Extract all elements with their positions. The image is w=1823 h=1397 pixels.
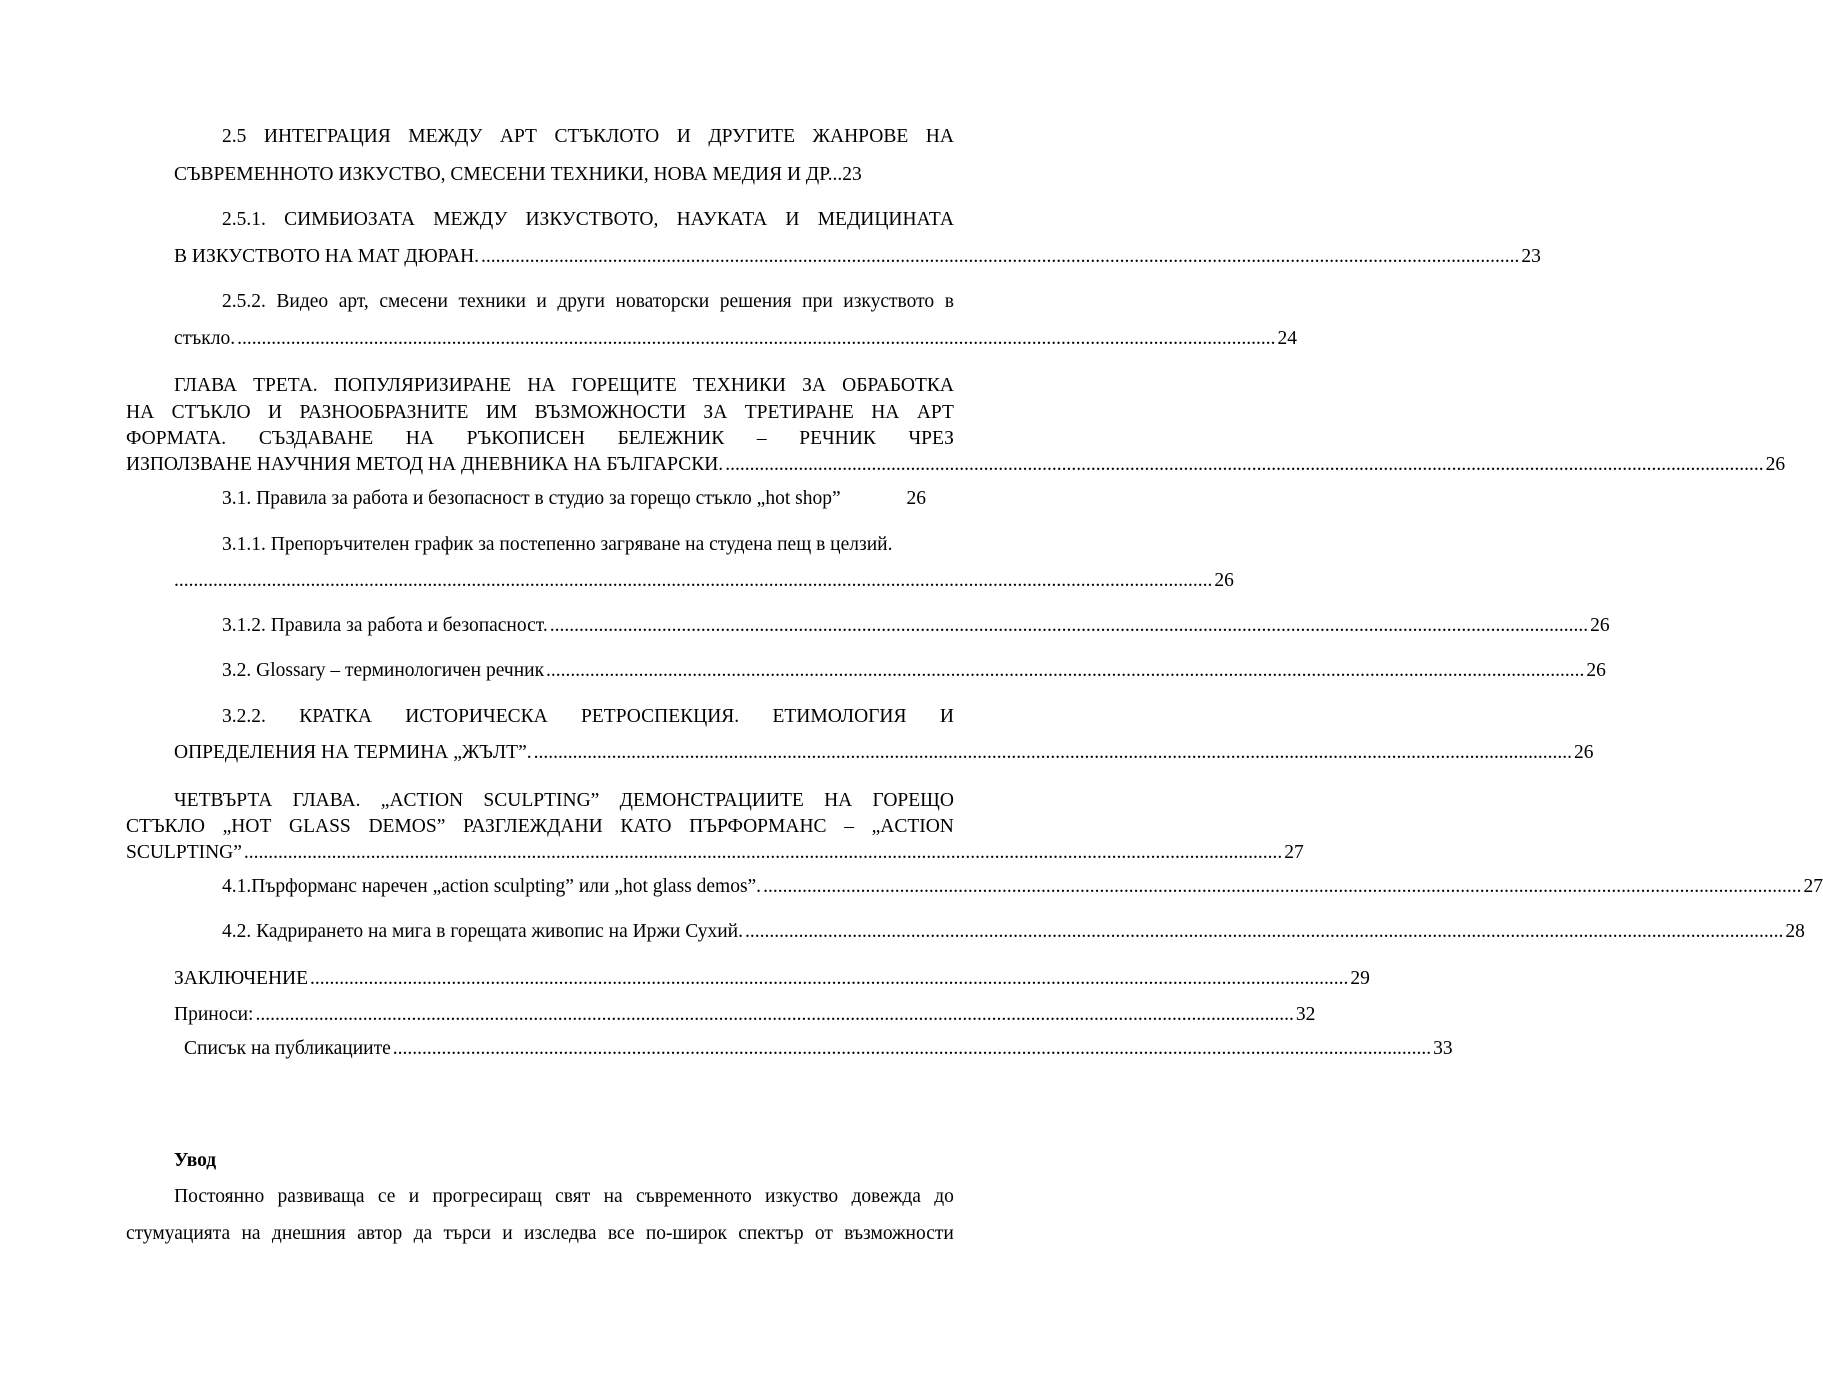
word: РАЗНООБРАЗНИТЕ [299,402,469,423]
word: съвременното [635,1186,752,1207]
word: други [557,291,605,312]
word: при [802,291,833,312]
word: БЕЛЕЖНИК [617,428,725,449]
dot-leader: ..................................................................................................................................................................................................................... [549,615,1589,636]
word: ДРУГИТЕ [708,126,795,147]
word: ГОРЕЩО [872,790,954,811]
word: ЖАНРОВЕ [812,126,909,147]
toc-entry-4-1[interactable] [222,875,1823,899]
word: техники [458,291,526,312]
toc-chapter-3-line4[interactable] [126,453,1786,477]
word: 2.5.2. [222,291,266,312]
word: КРАТКА [299,706,372,727]
toc-entry-text: 3.1. Правила за работа и безопасност в студио за горещо стъкло „hot shop” [222,488,841,509]
word: АРТ [499,126,537,147]
word: спектър [738,1223,804,1244]
dot-leader: ..................................................................................................................................................................................................................... [481,246,1520,267]
word: по-широк [645,1223,727,1244]
word: възможности [844,1223,954,1244]
toc-chapter-3-line1[interactable] [174,374,954,398]
word: GLASS [289,816,351,837]
word: ГЛАВА. [292,790,361,811]
toc-entry-text: ОПРЕДЕЛЕНИЯ НА ТЕРМИНА „ЖЪЛТ”. [174,742,532,763]
word: Видео [276,291,329,312]
toc-entry-4-2[interactable] [222,920,1805,944]
word: ТРЕТА. [253,375,318,396]
word: ПЪРФОРМАНС [689,816,827,837]
toc-entry-3-2-2-line1[interactable] [222,705,954,729]
word: на [603,1186,623,1207]
word: до [934,1186,954,1207]
toc-entry-text: 4.1.Пърформанс наречен „action sculpting” или „hot glass demos”. [222,876,762,897]
word: стумуацията [126,1223,231,1244]
word: и [502,1223,513,1244]
intro-paragraph-line1 [174,1185,954,1209]
word: Постоянно [174,1186,265,1207]
toc-entry-2-5-2-line2[interactable] [174,327,1297,351]
word: ЗА [703,402,728,423]
word: – [756,428,767,449]
word: ИМ [485,402,518,423]
word: МЕДИЦИНАТА [817,209,954,230]
word: И [785,209,800,230]
toc-entry-text: ИЗПОЛЗВАНЕ НАУЧНИЯ МЕТОД НА ДНЕВНИКА НА БЪЛГАРСКИ. [126,454,724,475]
word: се [377,1186,396,1207]
word: И [268,402,283,423]
dot-leader: ..................................................................................................................................................................................................................... [310,968,1349,989]
word: все [607,1223,635,1244]
word: довежда [851,1186,921,1207]
word: ИСТОРИЧЕСКА [405,706,548,727]
word: търси [443,1223,491,1244]
word: ГЛАВА [174,375,237,396]
toc-page-number: 26 [1214,570,1234,591]
toc-entry-2-5-1-line2[interactable] [174,245,1541,269]
word: СИМБИОЗАТА [284,209,416,230]
toc-page-number: 23 [1521,246,1541,267]
intro-paragraph-line2 [126,1222,954,1246]
word: ИНТЕГРАЦИЯ [263,126,391,147]
toc-entry-2-5-line2[interactable]: СЪВРЕМЕННОТО ИЗКУСТВО, СМЕСЕНИ ТЕХНИКИ, НОВА МЕДИЯ И ДР...23 [174,164,862,185]
word: НА [871,402,900,423]
toc-page-number: 26 [1765,454,1786,475]
toc-entry-conclusion[interactable] [174,967,1370,991]
toc-entry-text: стъкло. [174,328,236,349]
toc-chapter-3-line2[interactable] [126,401,954,425]
word: ФОРМАТА. [126,428,227,449]
dot-leader: ..................................................................................................................................................................................................................... [744,921,1784,942]
word: ЕТИМОЛОГИЯ [772,706,907,727]
toc-chapter-4-line1[interactable] [174,789,954,813]
word: от [814,1223,833,1244]
word: НА [925,126,954,147]
word: прогресиращ [432,1186,542,1207]
word: изкуството [843,291,935,312]
word: РЕЧНИК [799,428,876,449]
word: НА [405,428,434,449]
toc-entry-text: 4.2. Кадрирането на мига в горещата живопис на Иржи Сухий. [222,921,743,942]
dot-leader: ..................................................................................................................................................................................................................... [237,328,1276,349]
toc-page-number: 27 [1803,876,1823,897]
dot-leader: ..................................................................................................................................................................................................................... [763,876,1802,897]
toc-entry-publications[interactable] [184,1037,1453,1061]
toc-page-number: 26 [906,488,926,509]
word: НА [824,790,853,811]
word: в [944,291,954,312]
toc-chapter-3-line3[interactable] [126,427,954,451]
toc-entry-3-1-1-line1[interactable]: 3.1.1. Препоръчителен график за постепенно загряване на студена пещ в целзий. [222,534,893,555]
word: И [676,126,691,147]
word: И [939,706,954,727]
word: ГОРЕЩИТЕ [571,375,677,396]
toc-entry-3-2-2-line2[interactable] [174,741,1594,765]
word: и [408,1186,420,1207]
dot-leader: ..................................................................................................................................................................................................................... [392,1038,1432,1059]
word: решения [719,291,792,312]
word: „ACTION [380,790,464,811]
toc-entry-3-1-1-line2[interactable] [174,569,1234,593]
word: РЪКОПИСЕН [466,428,585,449]
toc-entry-3-1[interactable] [222,487,926,511]
toc-entry-text: Списък на публикациите [184,1038,391,1059]
toc-page-number: 29 [1350,968,1370,989]
word: да [413,1223,433,1244]
word: ДЕМОНСТРАЦИИТЕ [619,790,804,811]
toc-entry-2-5-line1[interactable] [222,125,954,149]
toc-entry-contributions[interactable] [174,1003,1316,1027]
word: МЕЖДУ [433,209,508,230]
dot-leader: ..................................................................................................................................................................................................................... [546,660,1585,681]
word: СТЪКЛО [171,402,251,423]
toc-entry-text: 3.2. Glossary – терминологичен речник [222,660,545,681]
word: 2.5 [222,126,247,147]
word: изследва [524,1223,597,1244]
toc-entry-text: SCULPTING” [126,842,242,863]
word: ТЕХНИКИ [692,375,787,396]
word: и [536,291,547,312]
toc-page-number: 26 [1573,742,1594,763]
toc-page-number: 26 [1586,660,1606,681]
word: SCULPTING” [483,790,600,811]
word: ВЪЗМОЖНОСТИ [534,402,686,423]
word: СТЪКЛОТО [554,126,660,147]
word: СЪЗДАВАНЕ [258,428,374,449]
word: 2.5.1. [222,209,266,230]
word: НАУКАТА [676,209,768,230]
toc-entry-2-5-1-line1[interactable] [222,208,954,232]
dot-leader: ..................................................................................................................................................................................................................... [255,1004,1294,1025]
word: ЧЕТВЪРТА [174,790,273,811]
word: 3.2.2. [222,706,266,727]
word: ЗА [802,375,827,396]
toc-page-number: 28 [1785,921,1805,942]
toc-entry-2-5-2-line1[interactable] [222,290,954,314]
word: НА [527,375,556,396]
word: ИЗКУСТВОТО, [525,209,659,230]
word: свят [555,1186,591,1207]
word: РАЗГЛЕЖДАНИ [463,816,603,837]
word: ЧРЕЗ [908,428,954,449]
toc-chapter-4-line3[interactable] [126,841,1304,865]
intro-heading: Увод [174,1150,217,1171]
word: ТРЕТИРАНЕ [744,402,854,423]
word: ПОПУЛЯРИЗИРАНЕ [333,375,512,396]
dot-leader: ..................................................................................................................................................................................................................... [533,742,1572,763]
toc-page-number: 33 [1433,1038,1453,1059]
toc-chapter-4-line2[interactable] [126,815,954,839]
word: „HOT [222,816,272,837]
word: РЕТРОСПЕКЦИЯ. [581,706,740,727]
dot-leader: ..................................................................................................................................................................................................................... [725,454,1764,475]
word: автор [357,1223,403,1244]
word: арт, [338,291,369,312]
word: ОБРАБОТКА [842,375,954,396]
word: новаторски [615,291,710,312]
dot-leader: ..................................................................................................................................................................................................................... [243,842,1283,863]
toc-page-number: 26 [1590,615,1610,636]
toc-entry-3-2[interactable] [222,659,1606,683]
toc-entry-text: 3.1.2. Правила за работа и безопасност. [222,615,548,636]
word: смесени [379,291,448,312]
word: „ACTION [871,816,954,837]
toc-page-number: 24 [1277,328,1297,349]
word: АРТ [916,402,954,423]
word: днешния [271,1223,346,1244]
toc-entry-3-1-2[interactable] [222,614,1610,638]
word: КАТО [620,816,672,837]
toc-entry-text: Приноси: [174,1004,254,1025]
word: развиваща [277,1186,365,1207]
word: DEMOS” [368,816,446,837]
word: НА [126,402,155,423]
toc-entry-text: ЗАКЛЮЧЕНИЕ [174,968,309,989]
dot-leader: ..................................................................................................................................................................................................................... [174,570,1213,591]
word: СТЪКЛО [126,816,205,837]
toc-entry-text: В ИЗКУСТВОТО НА МАТ ДЮРАН. [174,246,480,267]
toc-page-number: 32 [1295,1004,1316,1025]
word: изкуство [765,1186,839,1207]
word: – [844,816,854,837]
word: на [241,1223,261,1244]
toc-page-number: 27 [1284,842,1304,863]
word: МЕЖДУ [408,126,483,147]
